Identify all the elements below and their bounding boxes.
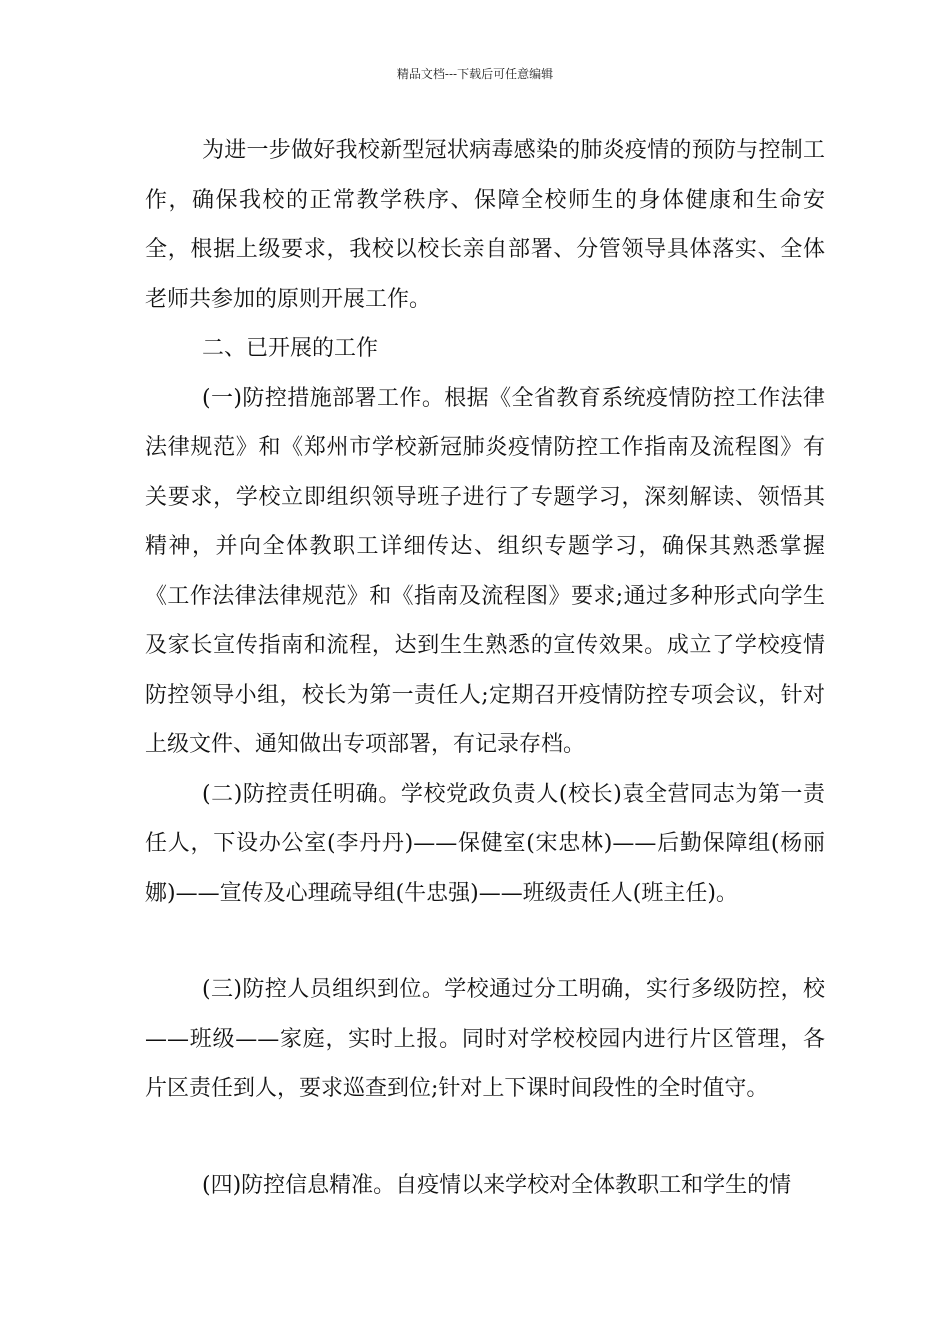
paragraph-item-3: (三)防控人员组织到位。学校通过分工明确，实行多级防控，校——班级——家庭，实时上报。同时对学校校园内进行片区管理，各片区责任到人，要求巡查到位;针对上下课时间段性的全时值守。 — [145, 977, 825, 1101]
blank-line — [145, 918, 825, 965]
document-body — [145, 126, 825, 1210]
section-heading: 二、已开展的工作 — [202, 336, 379, 361]
page-header: 精品文档---下载后可任意编辑 — [396, 67, 554, 81]
blank-line — [145, 1114, 825, 1161]
paragraph-intro: 为进一步做好我校新型冠状病毒感染的肺炎疫情的预防与控制工作，确保我校的正常教学秩序、保障全校师生的身体健康和生命安全，根据上级要求，我校以校长亲自部署、分管领导具体落实、全体老师共参加的原则开展工作。 — [145, 138, 825, 312]
paragraph-item-4: (四)防控信息精准。自疫情以来学校对全体教职工和学生的情 — [202, 1172, 792, 1198]
paragraph-item-2: (二)防控责任明确。学校党政负责人(校长)袁全营同志为第一责任人，下设办公室(李丹丹)——保健室(宋忠林)——后勤保障组(杨丽娜)——宣传及心理疏导组(牛忠强)——班级责任人(班主任)。 — [145, 781, 825, 906]
paragraph-item-1: (一)防控措施部署工作。根据《全省教育系统疫情防控工作法律法律规范》和《郑州市学校新冠肺炎疫情防控工作指南及流程图》有关要求，学校立即组织领导班子进行了专题学习，深刻解读、领悟其精神，并向全体教职工详细传达、组织专题学习，确保其熟悉掌握《工作法律法律规范》和《指南及流程图》要求;通过多种形式向学生及家长宣传指南和流程，达到生生熟悉的宣传效果。成立了学校疫情防控领导小组，校长为第一责任人;定期召开疫情防控专项会议，针对上级文件、通知做出专项部署，有记录存档。 — [145, 385, 825, 757]
